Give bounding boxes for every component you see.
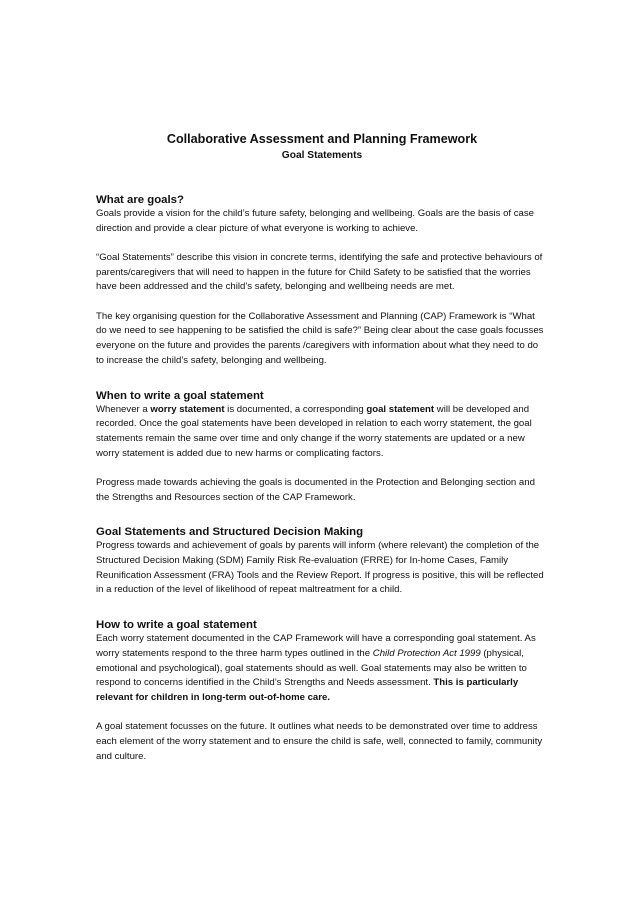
italic-act-title: Child Protection Act 1999 [372,647,481,659]
paragraph: Progress towards and achievement of goals by parents will inform (where relevant) the completion of the Structured Decision Making (SDM) Family Risk Re-evaluation (FRRE) for In-home Cases, Family Reunification Assessment (FRA) Tools and the Review Report. If progress is positive, this will be reflected in a reduction of the level of likelihood of repeat maltreatment for a child. [96,540,544,596]
bold-emphasis: This is particularly relevant for children in long-term out-of-home care. [96,677,519,703]
paragraph: “Goal Statements” describe this vision in concrete terms, identifying the safe and protective behaviours of parents/caregivers that will need to happen in the future for Child Safety to be satisfied that the worries have been addressed and the child’s safety, belonging and wellbeing needs are met. [96,252,543,293]
section-heading: When to write a goal statement [96,389,264,402]
section-heading: Goal Statements and Structured Decision Making [96,526,364,539]
section-when-to-write [96,389,548,506]
document-title: Collaborative Assessment and Planning Framework [166,132,478,146]
document-subtitle: Goal Statements [281,150,363,161]
document-page [96,132,548,764]
section-heading: How to write a goal statement [96,619,257,632]
paragraph: Each worry statement documented in the CAP Framework will have a corresponding goal statement. As worry statements respond to the three harm types outlined in the Child Protection Act 1999 (physical, emotional and psychological), goal statements should as well. Goal statements may also be written to respond to concerns identified in the Child’s Strengths and Needs assessment. This is particularly relevant for children in long-term out-of-home care. [96,633,536,703]
section-how-to-write [96,618,548,764]
paragraph: The key organising question for the Collaborative Assessment and Planning (CAP) Framework is “What do we need to see happening to be satisfied the child is safe?” Being clear about the case goals focusses everyone on the future and provides the parents /caregivers with information about what they need to do to increase the child’s safety, belonging and wellbeing. [96,310,544,366]
paragraph: Progress made towards achieving the goals is documented in the Protection and Belonging section and the Strengths and Resources section of the CAP Framework. [96,476,535,503]
section-heading: What are goals? [96,194,184,206]
section-what-are-goals [96,193,548,369]
section-sdm [96,525,548,598]
bold-term: goal statement [366,403,435,415]
bold-term: worry statement [150,403,225,415]
paragraph: Whenever a worry statement is documented, a corresponding goal statement will be developed and recorded. Once the goal statements have been developed in relation to each worry statement, the goal statements remain the same over time and only change if the worry statements are updated or a new worry statement is added due to new harms or complicating factors. [96,403,532,459]
paragraph: A goal statement focusses on the future. It outlines what needs to be demonstrated over time to address each element of the worry statement and to ensure the child is safe, well, connected to family, community and culture. [96,721,543,762]
paragraph: Goals provide a vision for the child’s future safety, belonging and wellbeing. Goals are the basis of case direction and provide a clear picture of what everyone is working to achieve. [96,208,535,234]
